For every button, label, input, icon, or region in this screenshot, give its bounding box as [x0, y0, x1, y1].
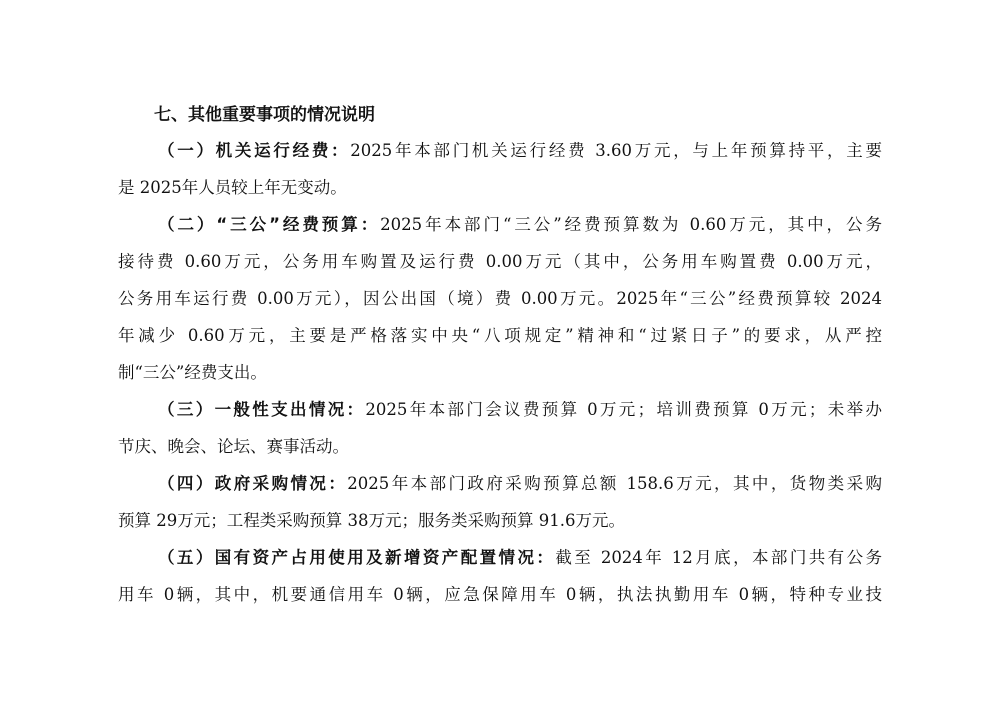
paragraph-line [118, 465, 882, 502]
paragraph-text: 2025年本部门政府采购预算总额 158.6万元，其中，货物类采购 [347, 474, 882, 493]
paragraph-line [118, 206, 882, 243]
paragraph-text: 2025年本部门机关运行经费 3.60万元，与上年预算持平，主要 [350, 141, 882, 160]
paragraph-lead: （三）一般性支出情况： [158, 400, 366, 419]
paragraph-lead: （五）国有资产占用使用及新增资产配置情况： [158, 548, 556, 567]
paragraph-three-public-expenses [118, 206, 882, 391]
paragraph-line: 公务用车运行费 0.00万元），因公出国（境）费 0.00万元。2025年“三公”经费预算较 2024 [118, 289, 882, 308]
paragraph-government-procurement [118, 465, 882, 539]
section-heading: 七、其他重要事项的情况说明 [154, 105, 375, 125]
paragraph-line: 制“三公”经费支出。 [118, 363, 267, 382]
paragraph-line [118, 539, 882, 576]
paragraph-line [118, 132, 882, 169]
document-body [118, 98, 882, 613]
paragraph-line [118, 391, 882, 428]
paragraph-state-owned-assets [118, 539, 882, 613]
paragraph-line: 年减少 0.60万元，主要是严格落实中央“八项规定”精神和“过紧日子”的要求，从严控 [118, 326, 882, 345]
paragraph-text: 2025年本部门“三公”经费预算数为 0.60万元，其中，公务 [380, 215, 882, 234]
paragraph-line: 节庆、晚会、论坛、赛事活动。 [118, 437, 349, 456]
paragraph-line: 预算 29万元；工程类采购预算 38万元；服务类采购预算 91.6万元。 [118, 511, 625, 530]
paragraph-lead: （二）“三公”经费预算： [158, 215, 381, 234]
paragraph-line: 接待费 0.60万元，公务用车购置及运行费 0.00万元（其中，公务用车购置费 0.00万元， [118, 252, 882, 271]
paragraph-text: 2025年本部门会议费预算 0万元；培训费预算 0万元；未举办 [365, 400, 882, 419]
paragraph-lead: （四）政府采购情况： [158, 474, 348, 493]
paragraph-line: 用车 0辆，其中，机要通信用车 0辆，应急保障用车 0辆，执法执勤用车 0辆，特种专业技 [118, 585, 882, 604]
paragraph-lead: （一）机关运行经费： [158, 141, 351, 160]
paragraph-text: 截至 2024年 12月底，本部门共有公务 [555, 548, 882, 567]
paragraph-line: 是 2025年人员较上年无变动。 [118, 178, 347, 197]
paragraph-operating-expenses [118, 132, 882, 206]
paragraph-general-expenditure [118, 391, 882, 465]
